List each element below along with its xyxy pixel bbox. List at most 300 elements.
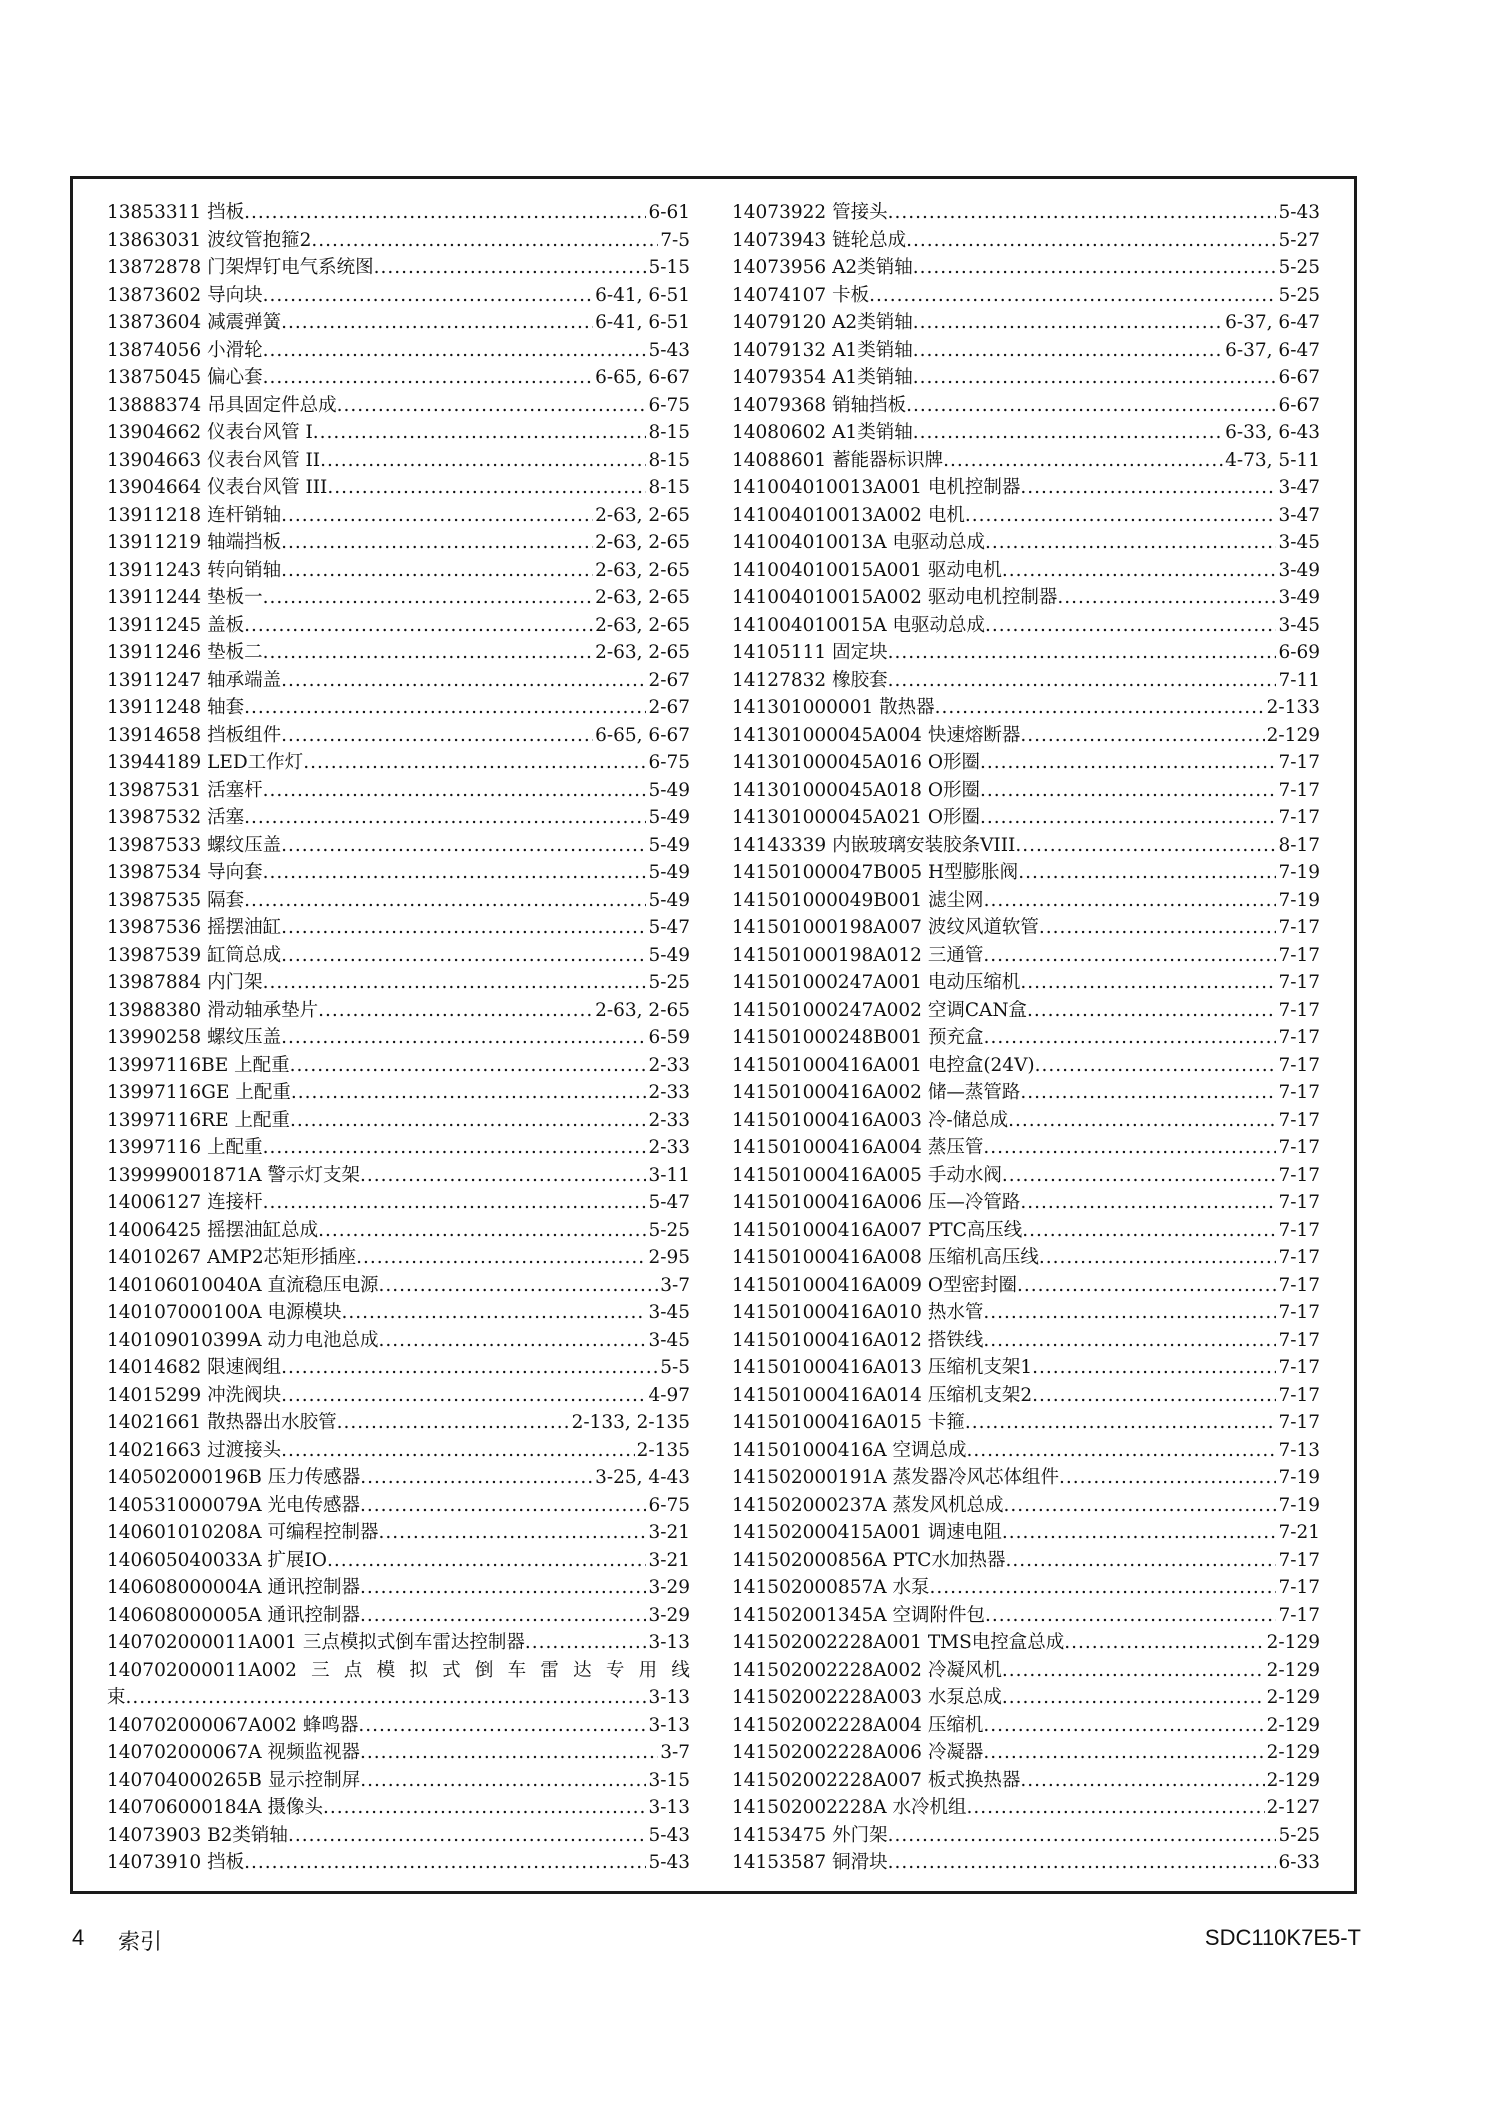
entry-page: 3-45 [1278, 532, 1320, 553]
entry-page: 7-17 [1278, 1192, 1320, 1213]
entry-label [732, 1712, 983, 1740]
leader-dots [281, 1382, 646, 1410]
entry-name: 螺纹压盖 [207, 1027, 282, 1048]
entry-code: 141301000045A021 [732, 807, 922, 828]
entry-page: 6-33 [1278, 1852, 1320, 1873]
leader-dots [379, 1272, 659, 1300]
entry-page: 5-43 [648, 339, 690, 361]
entry-label [732, 1024, 984, 1052]
index-entry [107, 694, 690, 722]
leader-dots [281, 309, 593, 337]
entry-label [732, 969, 1020, 997]
entry-label [732, 694, 935, 722]
entry-label [107, 1162, 360, 1190]
entry-label [107, 502, 281, 530]
entry-code: 141501000416A010 [732, 1302, 922, 1323]
entry-label [107, 227, 311, 255]
entry-label [107, 969, 263, 997]
entry-code: 13944189 [107, 752, 202, 773]
entry-name: 连杆销轴 [207, 504, 282, 526]
entry-code: 141004010013A002 [732, 504, 922, 526]
leader-dots [980, 777, 1276, 805]
entry-label [107, 1849, 244, 1877]
leader-dots [379, 1327, 647, 1355]
entry-label [107, 1409, 337, 1437]
leader-dots [913, 254, 1277, 282]
entry-label [732, 1052, 1035, 1080]
entry-page: 3-49 [1278, 587, 1320, 608]
entry-name-char: 点 [343, 1659, 363, 1681]
index-entry [107, 1244, 690, 1272]
entry-label [107, 1464, 360, 1492]
entry-label [107, 694, 244, 722]
entry-page: 3-7 [660, 1742, 690, 1763]
entry-page: 2-63, 2-65 [595, 614, 690, 636]
entry-label [107, 942, 281, 970]
entry-name: 盖板 [207, 614, 245, 636]
entry-name-char: 式 [442, 1659, 461, 1681]
entry-code: 13997116 [107, 1137, 202, 1158]
entry-label [732, 612, 985, 640]
entry-page: 3-13 [648, 1632, 690, 1653]
entry-label [107, 1822, 288, 1850]
entry-page: 2-129 [1266, 724, 1320, 746]
index-entry [732, 1217, 1320, 1245]
index-entry [732, 1052, 1320, 1080]
index-entry [107, 1272, 690, 1300]
leader-dots [320, 447, 646, 475]
entry-code: 13911219 [107, 532, 202, 553]
entry-name: 蒸发器冷风芯体组件 [892, 1467, 1060, 1488]
index-entry [732, 1492, 1320, 1520]
entry-code: 14105111 [732, 642, 827, 663]
entry-name: 空调CAN盒 [927, 999, 1028, 1021]
entry-name: 压力传感器 [267, 1467, 361, 1488]
index-column-left [107, 199, 690, 1877]
entry-label [107, 997, 318, 1025]
leader-dots [244, 887, 646, 915]
entry-page: 3-21 [648, 1522, 690, 1543]
index-entry [107, 1052, 690, 1080]
entry-code: 13987535 [107, 889, 202, 911]
entry-code: 13904663 [107, 449, 202, 471]
leader-dots [288, 1822, 647, 1850]
entry-name: 挡板 [207, 202, 245, 223]
entry-code: 13874056 [107, 339, 202, 361]
entry-name: 电驱动总成 [892, 532, 986, 553]
entry-code: 14153475 [732, 1824, 827, 1846]
entry-page: 3-29 [648, 1577, 690, 1598]
entry-name: 蒸发风机总成 [892, 1494, 1004, 1516]
entry-label [732, 419, 913, 447]
leader-dots [980, 804, 1276, 832]
index-entry [732, 1327, 1320, 1355]
leader-dots [263, 337, 647, 365]
entry-name: 滤尘网 [928, 889, 984, 911]
entry-name: 链轮总成 [832, 229, 907, 251]
entry-label [732, 722, 1020, 750]
entry-name: 活塞 [207, 807, 245, 828]
entry-code: 13987534 [107, 862, 202, 883]
entry-page: 8-17 [1278, 834, 1320, 856]
entry-page: 2-135 [636, 1439, 690, 1461]
leader-dots [356, 1244, 646, 1272]
index-entry [732, 667, 1320, 695]
index-entry [107, 1849, 690, 1877]
entry-code: 141502002228A003 [732, 1687, 922, 1708]
entry-label [732, 254, 913, 282]
entry-page: 6-69 [1278, 642, 1320, 663]
entry-code: 140531000079A [107, 1494, 262, 1516]
leader-dots [1032, 1354, 1276, 1382]
entry-page: 7-17 [1278, 999, 1320, 1021]
entry-name: 隔套 [207, 889, 245, 911]
entry-code: 13987532 [107, 807, 202, 828]
entry-label [732, 529, 985, 557]
entry-code: 141301000045A004 [732, 724, 922, 746]
leader-dots [888, 1822, 1277, 1850]
entry-code: 140702000011A001 [107, 1632, 297, 1653]
entry-name: 外门架 [832, 1824, 888, 1846]
entry-label [732, 584, 1057, 612]
entry-page: 2-129 [1266, 1687, 1320, 1708]
entry-name: 仪表台风管 II [207, 449, 321, 471]
entry-label [107, 1574, 360, 1602]
entry-code: 13990258 [107, 1027, 202, 1048]
entry-code: 139999001871A [107, 1164, 262, 1186]
entry-code: 140107000100A [107, 1302, 262, 1323]
entry-code: 13873602 [107, 284, 202, 306]
entry-name: 偏心套 [207, 367, 263, 388]
entry-name: 蜂鸣器 [302, 1714, 359, 1736]
entry-code: 141501000198A007 [732, 917, 922, 938]
leader-dots [1035, 1052, 1277, 1080]
index-entry [732, 1272, 1320, 1300]
entry-page: 5-25 [1278, 284, 1320, 306]
leader-dots [1002, 1657, 1265, 1685]
index-entry [732, 639, 1320, 667]
leader-dots [984, 1024, 1277, 1052]
entry-code: 140608000005A [107, 1604, 262, 1626]
entry-label [732, 1217, 1022, 1245]
entry-label [732, 364, 913, 392]
entry-label [107, 1354, 281, 1382]
index-entry [107, 1794, 690, 1822]
leader-dots [913, 364, 1277, 392]
index-entry [732, 1767, 1320, 1795]
index-entry [732, 1519, 1320, 1547]
entry-name: 电源模块 [267, 1302, 342, 1323]
entry-page: 2-67 [648, 669, 690, 691]
entry-code: 141501000416A013 [732, 1357, 922, 1378]
entry-name: 吊具固定件总成 [207, 394, 337, 416]
leader-dots [965, 1409, 1277, 1437]
entry-page: 7-19 [1278, 889, 1320, 911]
index-entry [107, 1409, 690, 1437]
leader-dots [281, 942, 646, 970]
entry-code: 140502000196B [107, 1467, 262, 1488]
entry-page: 8-15 [648, 449, 690, 471]
index-entry [732, 914, 1320, 942]
entry-label [732, 557, 1002, 585]
entry-name: 热水管 [927, 1302, 984, 1323]
entry-code: 13904664 [107, 477, 202, 498]
entry-label [107, 1437, 281, 1465]
entry-label [107, 639, 263, 667]
entry-label [732, 1849, 888, 1877]
entry-code: 14073943 [732, 229, 827, 251]
entry-name: 摇摆油缸 [207, 917, 282, 938]
entry-code: 13863031 [107, 229, 202, 251]
entry-page: 3-45 [1278, 614, 1320, 636]
entry-code: 140109010399A [107, 1329, 262, 1351]
index-entry [732, 309, 1320, 337]
index-entry [732, 1684, 1320, 1712]
index-entry [732, 887, 1320, 915]
index-entry [107, 392, 690, 420]
index-entry [107, 612, 690, 640]
entry-code: 14021663 [107, 1439, 202, 1461]
entry-code: 13904662 [107, 422, 202, 443]
entry-name: 卡箍 [927, 1412, 965, 1433]
entry-name: 驱动电机控制器 [927, 587, 1058, 608]
leader-dots [327, 1547, 646, 1575]
entry-label [732, 1739, 983, 1767]
entry-page: 4-73, 5-11 [1225, 449, 1320, 471]
entry-label [732, 1272, 1017, 1300]
entry-code: 141004010013A [732, 532, 887, 553]
entry-name: 压缩机支架1 [927, 1357, 1033, 1378]
entry-code: 141501000416A004 [732, 1137, 922, 1158]
entry-page: 7-17 [1278, 1329, 1320, 1351]
leader-dots [1002, 1519, 1277, 1547]
leader-dots [323, 1794, 646, 1822]
leader-dots [337, 392, 647, 420]
entry-name: 通讯控制器 [267, 1604, 361, 1626]
entry-name: 螺纹压盖 [207, 834, 282, 856]
entry-page: 7-17 [1278, 944, 1320, 966]
entry-code: 141502002228A [732, 1797, 887, 1818]
entry-label [732, 1134, 983, 1162]
entry-name: 小滑轮 [207, 339, 263, 361]
entry-name: A2类销轴 [832, 257, 913, 278]
entry-name: TMS电控盒总成 [927, 1632, 1065, 1653]
entry-code: 140608000004A [107, 1577, 262, 1598]
entry-page: 7-17 [1278, 752, 1320, 773]
leader-dots [906, 392, 1276, 420]
entry-name: 散热器 [879, 697, 935, 718]
entry-name: PTC水加热器 [892, 1549, 1006, 1571]
leader-dots [263, 639, 594, 667]
entry-name: 散热器出水胶管 [207, 1412, 337, 1433]
entry-code: 141501000416A007 [732, 1219, 922, 1241]
entry-name: 摇摆油缸总成 [207, 1219, 319, 1241]
entry-name: B2类销轴 [207, 1824, 288, 1846]
entry-label [732, 1492, 1004, 1520]
leader-dots [263, 859, 647, 887]
entry-page: 6-67 [1278, 394, 1320, 416]
leader-dots [1039, 914, 1277, 942]
leader-dots [1027, 997, 1276, 1025]
entry-name: LED工作灯 [207, 752, 304, 773]
leader-dots [360, 1574, 646, 1602]
entry-code: 14010267 [107, 1247, 202, 1268]
entry-code: 14079354 [732, 367, 827, 388]
entry-label [732, 1629, 1064, 1657]
leader-dots [281, 722, 593, 750]
entry-label [107, 1629, 525, 1657]
entry-label [107, 887, 244, 915]
entry-name: 快速熔断器 [927, 724, 1021, 746]
entry-page: 6-37, 6-47 [1225, 339, 1320, 361]
entry-page: 7-17 [1278, 1054, 1320, 1076]
entry-page: 7-17 [1278, 1604, 1320, 1626]
entry-code: 14073922 [732, 202, 827, 223]
entry-label [107, 777, 263, 805]
entry-name: 门架焊钉电气系统图 [207, 257, 374, 278]
leader-dots [281, 502, 593, 530]
entry-name: 卡板 [832, 284, 870, 306]
entry-code: 141301000001 [732, 697, 874, 718]
entry-wrap-text: 束 [107, 1687, 126, 1708]
entry-code: 13987884 [107, 972, 202, 993]
leader-dots [1020, 722, 1264, 750]
entry-page: 3-15 [648, 1769, 690, 1791]
entry-name: AMP2芯矩形插座 [207, 1247, 357, 1268]
leader-dots [888, 639, 1277, 667]
entry-code: 140702000011A002 [107, 1659, 297, 1681]
entry-label [107, 1547, 327, 1575]
entry-label [107, 1794, 323, 1822]
entry-label [732, 997, 1027, 1025]
entry-name: 空调附件包 [892, 1604, 986, 1626]
entry-page: 3-25, 4-43 [595, 1467, 690, 1488]
index-entry [732, 777, 1320, 805]
entry-page: 3-49 [1278, 559, 1320, 581]
leader-dots [983, 1299, 1276, 1327]
leader-dots [126, 1684, 647, 1712]
leader-dots [360, 1602, 646, 1630]
index-entry [107, 1464, 690, 1492]
entry-label [732, 1107, 1008, 1135]
entry-page: 5-15 [648, 257, 690, 278]
entry-label [732, 859, 1018, 887]
leader-dots [1017, 1272, 1276, 1300]
entry-page: 2-33 [648, 1054, 690, 1076]
entry-code: 13911245 [107, 614, 202, 636]
entry-label [732, 199, 888, 227]
entry-label [107, 1327, 379, 1355]
index-entry [732, 1244, 1320, 1272]
leader-dots [1002, 557, 1277, 585]
leader-dots [244, 1849, 646, 1877]
entry-name: 警示灯支架 [267, 1164, 361, 1186]
index-entry [732, 199, 1320, 227]
entry-page: 3-45 [648, 1329, 690, 1351]
leader-dots [1059, 1464, 1276, 1492]
entry-code: 13997116GE [107, 1082, 230, 1103]
leader-dots [263, 364, 594, 392]
index-entry [107, 777, 690, 805]
entry-label [107, 667, 281, 695]
leader-dots [1015, 832, 1276, 860]
entry-name: H型膨胀阀 [928, 862, 1019, 883]
entry-code: 141501000416A005 [732, 1164, 922, 1186]
entry-code: 140106010040A [107, 1274, 262, 1296]
entry-name: 三通管 [927, 944, 984, 966]
index-entry [732, 722, 1320, 750]
entry-name: 滑动轴承垫片 [207, 999, 319, 1021]
index-entry [732, 557, 1320, 585]
entry-code: 141502000237A [732, 1494, 887, 1516]
entry-label [107, 832, 281, 860]
entry-label [732, 1244, 1039, 1272]
entry-name: 轴端挡板 [207, 532, 282, 553]
leader-dots [318, 1217, 646, 1245]
index-entry [107, 1134, 690, 1162]
entry-label [732, 667, 888, 695]
entry-name: 预充盒 [928, 1027, 984, 1048]
index-entry [107, 749, 690, 777]
entry-name: 冷凝风机 [927, 1659, 1002, 1681]
entry-label [732, 1822, 888, 1850]
entry-label [107, 1519, 379, 1547]
index-entry [107, 1024, 690, 1052]
entry-label [107, 1299, 342, 1327]
index-entry [107, 254, 690, 282]
entry-name: 波纹风道软管 [927, 917, 1039, 938]
index-entry [732, 1629, 1320, 1657]
leader-dots [985, 529, 1276, 557]
leader-dots [263, 1134, 647, 1162]
entry-name: 冲洗阀块 [207, 1384, 282, 1406]
entry-label [732, 1519, 1002, 1547]
leader-dots [913, 309, 1223, 337]
index-entry [732, 1822, 1320, 1850]
entry-name: A1类销轴 [832, 339, 913, 361]
index-entry [732, 419, 1320, 447]
entry-page: 6-65, 6-67 [595, 724, 690, 746]
leader-dots [930, 1574, 1277, 1602]
entry-name: 挡板 [207, 1852, 245, 1873]
entry-name: 轴套 [207, 697, 245, 718]
entry-name: 固定块 [832, 642, 888, 663]
entry-label [732, 1657, 1002, 1685]
entry-name: 压缩机支架2 [927, 1384, 1033, 1406]
entry-page: 7-17 [1278, 807, 1320, 828]
entry-label [107, 419, 313, 447]
entry-name: A1类销轴 [832, 367, 913, 388]
index-entry [732, 1794, 1320, 1822]
entry-label [732, 639, 888, 667]
index-entry [107, 227, 690, 255]
entry-label [732, 1574, 930, 1602]
entry-name: 上配重 [234, 1109, 291, 1131]
entry-page: 7-21 [1278, 1522, 1320, 1543]
index-entry [107, 1382, 690, 1410]
entry-code: 141501000248B001 [732, 1027, 923, 1048]
entry-name-char: 倒 [474, 1659, 494, 1681]
leader-dots [888, 667, 1277, 695]
entry-page: 5-25 [648, 1219, 690, 1241]
entry-page: 2-129 [1266, 1632, 1320, 1653]
entry-code: 141501000416A003 [732, 1109, 922, 1131]
entry-page: 2-95 [648, 1247, 690, 1268]
entry-code: 13987536 [107, 917, 202, 938]
entry-page: 5-49 [648, 807, 690, 828]
model-code: SDC110K7E5-T [1204, 1925, 1361, 1950]
entry-code: 141501000416A008 [732, 1247, 922, 1268]
